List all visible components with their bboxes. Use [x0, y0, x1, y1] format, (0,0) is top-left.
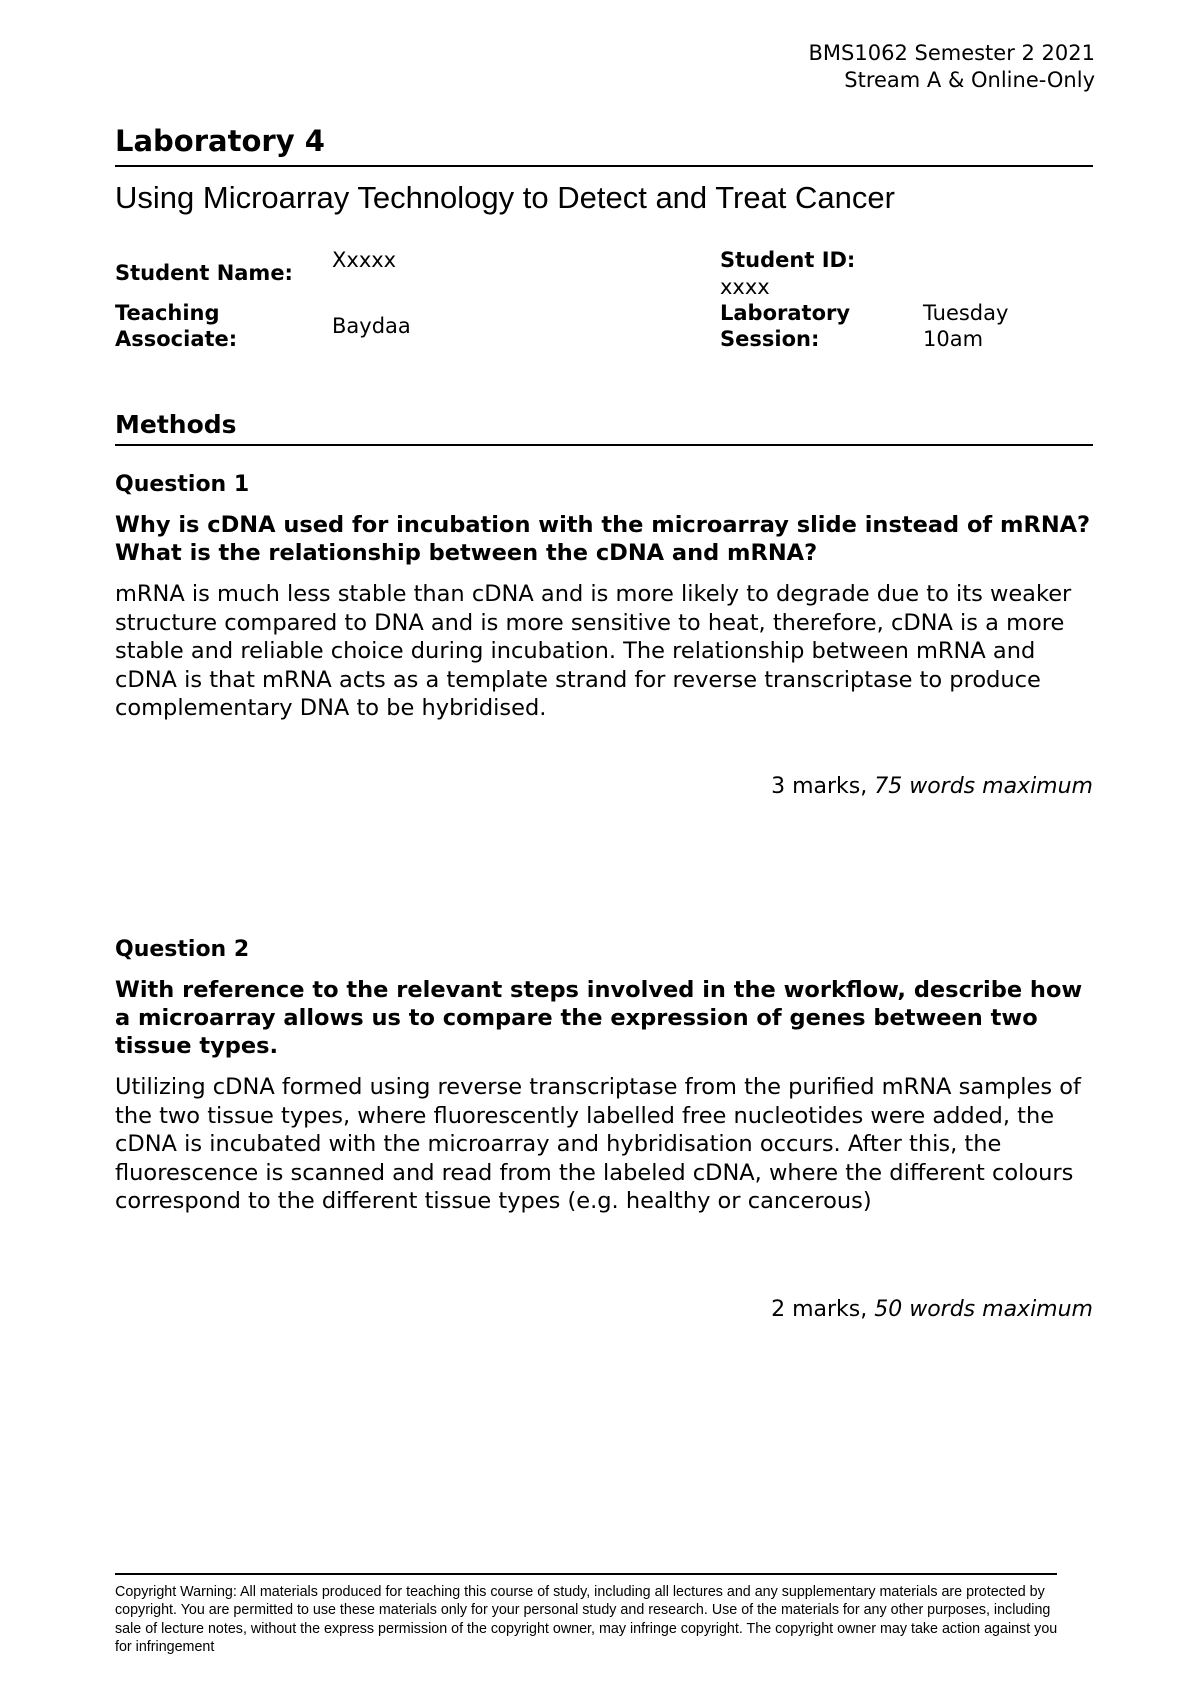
question-2-marks-count: 2 marks, [771, 1297, 868, 1322]
teaching-associate-label-line1: Teaching [115, 301, 220, 325]
methods-divider [115, 444, 1093, 446]
student-name-value: Xxxxx [332, 248, 397, 272]
lab-session-time: 10am [923, 327, 984, 351]
question-1-marks [771, 774, 1093, 799]
question-2-answer: Utilizing cDNA formed using reverse transcriptase from the purified mRNA samples of the two tissue types, where fluorescently labelled free nucleotides were added, the cDNA is incubated with the microarray and hybridisation occurs. After this, the fluorescence is scanned and read from the labeled cDNA, where the different colours correspond to the different tissue types (e.g. healthy or cancerous) [115, 1074, 1081, 1214]
lab-title: Laboratory 4 [115, 124, 325, 158]
question-2-word-limit: 50 words maximum [874, 1297, 1093, 1322]
lab-session-label-line1: Laboratory [720, 301, 851, 325]
copyright-warning: Copyright Warning: All materials produced for teaching this course of study, including all lectures and any supplementary materials are protected by copyright. You are permitted to use these materials only for your personal study and research. Use of the materials for any other purposes, including sale of lecture notes, without the express permission of the copyright owner, may infringe copyright. The copyright owner may take action against you for infringement [115, 1584, 1058, 1656]
question-1-word-limit: 75 words maximum [874, 774, 1093, 799]
student-name-label: Student Name: [115, 261, 293, 285]
student-id-label: Student ID: [720, 248, 856, 272]
question-2-number: Question 2 [115, 937, 250, 962]
question-1-number: Question 1 [115, 472, 250, 497]
teaching-associate-label-line2: Associate: [115, 327, 238, 351]
teaching-associate-value: Baydaa [332, 314, 411, 338]
lab-session-label-line2: Session: [720, 327, 820, 351]
question-1-text: Why is cDNA used for incubation with the microarray slide instead of mRNA? What is the relationship between the cDNA and mRNA? [115, 512, 1091, 566]
footer-divider [115, 1573, 1057, 1575]
lab-subtitle: Using Microarray Technology to Detect and Treat Cancer [115, 180, 895, 215]
question-1-answer: mRNA is much less stable than cDNA and is more likely to degrade due to its weaker structure compared to DNA and is more sensitive to heat, therefore, cDNA is a more stable and reliable choice during incubation. The relationship between mRNA and cDNA is that mRNA acts as a template strand for reverse transcriptase to produce complementary DNA to be hybridised. [115, 581, 1072, 721]
course-code: BMS1062 Semester 2 2021 [808, 41, 1095, 65]
question-1-marks-count: 3 marks, [771, 774, 868, 799]
question-2-text: With reference to the relevant steps involved in the workflow, describe how a microarray allows us to compare the expression of genes between two tissue types. [115, 977, 1083, 1059]
lab-session-label [720, 300, 850, 352]
teaching-associate-label [115, 300, 237, 352]
methods-heading: Methods [115, 410, 237, 439]
lab-session-day: Tuesday [923, 301, 1009, 325]
lab-session-value [923, 300, 1008, 352]
question-2-marks [771, 1297, 1093, 1322]
title-divider [115, 165, 1093, 167]
stream-label: Stream A & Online-Only [844, 68, 1095, 92]
student-id-value: xxxx [720, 275, 770, 299]
